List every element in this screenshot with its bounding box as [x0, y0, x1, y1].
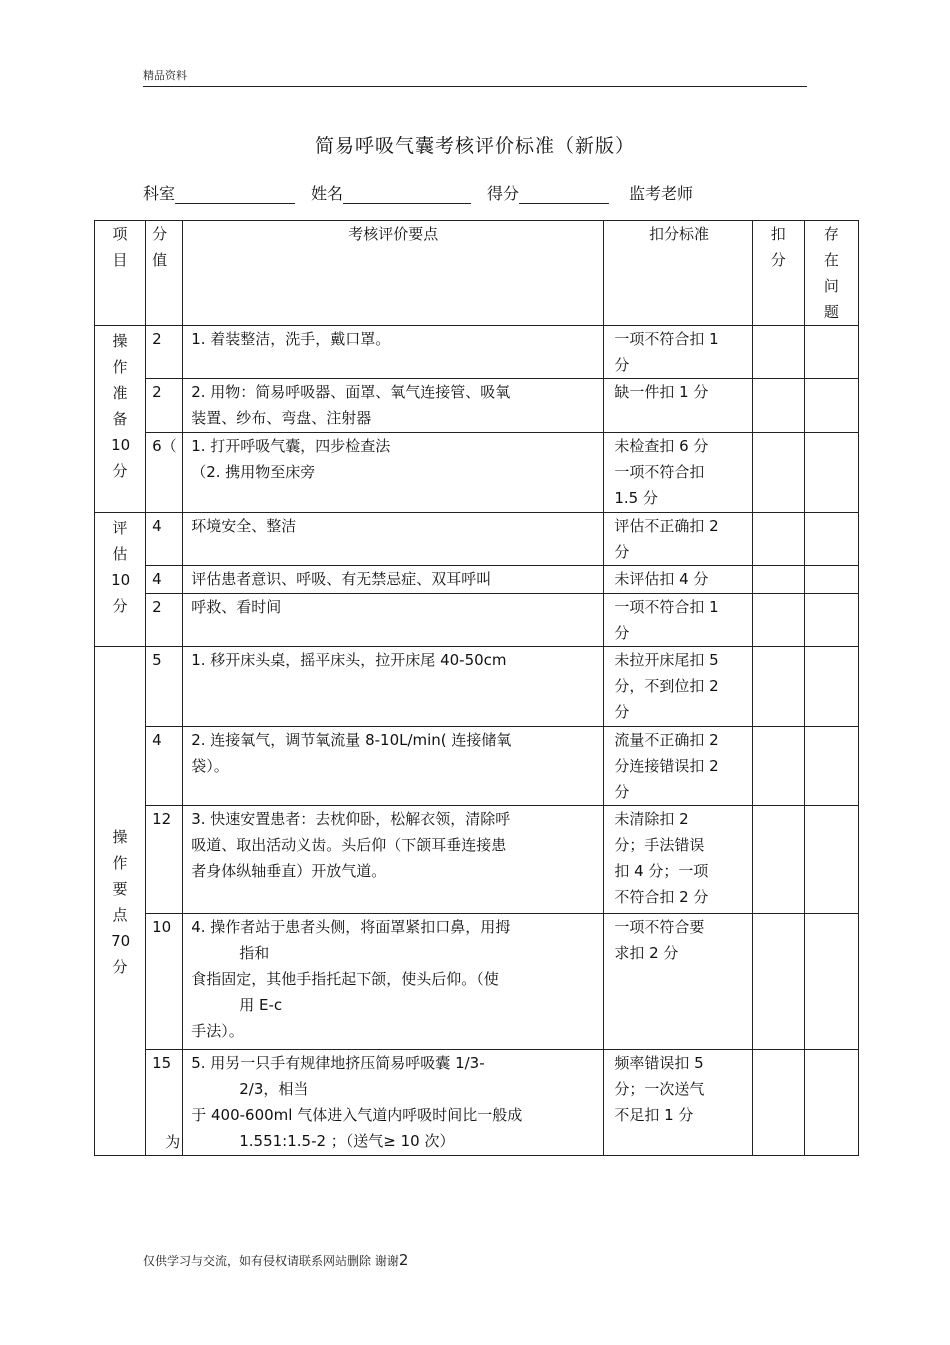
- point-line: 食指固定，其他手指托起下颌，使头后仰。（使: [191, 970, 499, 988]
- score-cell: [146, 566, 183, 594]
- score-value: 10: [152, 918, 172, 936]
- point-text: 评估患者意识、呼吸、有无禁忌症、双耳呼叫: [191, 570, 492, 588]
- point-text: 环境安全、整洁: [191, 517, 297, 535]
- section-label: [95, 513, 146, 647]
- point-line: 指和: [239, 944, 270, 962]
- standard-text: 一项不符合扣 1 分: [614, 598, 719, 642]
- score-value: 2: [152, 330, 162, 348]
- section-name: 操 作 要 点 70 分: [111, 828, 131, 976]
- header-label: 精品资料: [143, 69, 187, 82]
- standard-text: 未检查扣 6 分 一项不符合扣 1.5 分: [614, 437, 709, 507]
- score-cell: [146, 1050, 183, 1156]
- score-cell: [146, 806, 183, 914]
- deduct-cell[interactable]: [752, 379, 804, 433]
- header-standard: [604, 221, 752, 326]
- point-cell: [183, 566, 604, 594]
- score-value: 4: [152, 731, 162, 749]
- point-cell: [183, 806, 604, 914]
- point-text: 1. 移开床头桌，摇平床头，拉开床尾 40-50cm: [191, 651, 507, 669]
- score-cell: [146, 433, 183, 513]
- header-item: [95, 221, 146, 326]
- table-row: [95, 647, 859, 727]
- point-cell: [183, 379, 604, 433]
- deduct-cell[interactable]: [752, 727, 804, 806]
- standard-text: 未拉开床尾扣 5 分，不到位扣 2 分: [614, 651, 719, 721]
- table-header-row: [95, 221, 859, 326]
- issues-cell[interactable]: [804, 806, 858, 914]
- score-cell: [146, 594, 183, 647]
- standard-cell: [604, 594, 752, 647]
- standard-cell: [604, 566, 752, 594]
- point-line: 4. 操作者站于患者头侧，将面罩紧扣口鼻，用拇: [191, 918, 511, 936]
- header-standard-text: 扣分标准: [648, 225, 709, 243]
- deduct-cell[interactable]: [752, 647, 804, 727]
- standard-cell: [604, 433, 752, 513]
- dept-label: 科室: [143, 184, 176, 203]
- point-cell: [183, 647, 604, 727]
- issues-cell[interactable]: [804, 433, 858, 513]
- standard-cell: [604, 379, 752, 433]
- point-cell: [183, 326, 604, 379]
- deduct-cell[interactable]: [752, 433, 804, 513]
- standard-text: 频率错误扣 5 分；一次送气 不足扣 1 分: [614, 1054, 705, 1124]
- standard-cell: [604, 1050, 752, 1156]
- info-line: [143, 181, 693, 204]
- score-cell: [146, 513, 183, 566]
- score-cell: [146, 727, 183, 806]
- standard-cell: [604, 914, 752, 1050]
- dept-blank: [175, 185, 295, 204]
- evaluation-table: [94, 220, 859, 1156]
- standard-cell: [604, 727, 752, 806]
- header-points: [183, 221, 604, 326]
- section-label: [95, 647, 146, 1156]
- standard-text: 缺一件扣 1 分: [614, 383, 709, 401]
- standard-text: 流量不正确扣 2 分连接错误扣 2 分: [614, 731, 719, 801]
- score-value: 4: [152, 570, 162, 588]
- table-row: [95, 594, 859, 647]
- point-text: 呼救、看时间: [191, 598, 282, 616]
- point-line: 手法）。: [191, 1022, 244, 1040]
- score-label: 得分: [487, 184, 520, 203]
- point-line: 1.551:1.5-2 ；（送气≥ 10 次）: [239, 1132, 455, 1150]
- table-row: [95, 513, 859, 566]
- name-blank: [343, 185, 471, 204]
- deduct-cell[interactable]: [752, 326, 804, 379]
- deduct-cell[interactable]: [752, 914, 804, 1050]
- table-row: [95, 433, 859, 513]
- point-text: 1. 着装整洁，洗手，戴口罩。: [191, 330, 391, 348]
- score-cell: [146, 914, 183, 1050]
- table-row: [95, 1050, 859, 1156]
- score-tail: 为: [165, 1133, 181, 1151]
- point-text: 1. 打开呼吸气囊，四步检查法 （2. 携用物至床旁: [191, 437, 391, 481]
- teacher-label: 监考老师: [629, 184, 694, 203]
- point-cell: [183, 513, 604, 566]
- table-row: [95, 914, 859, 1050]
- point-line: 于 400-600ml 气体进入气道内呼吸时间比一般成: [191, 1106, 523, 1124]
- table-row: [95, 806, 859, 914]
- deduct-cell[interactable]: [752, 806, 804, 914]
- score-value: 2: [152, 598, 162, 616]
- issues-cell[interactable]: [804, 513, 858, 566]
- standard-text: 评估不正确扣 2 分: [614, 517, 719, 561]
- score-cell: [146, 379, 183, 433]
- standard-text: 未评估扣 4 分: [614, 570, 709, 588]
- standard-cell: [604, 513, 752, 566]
- deduct-cell[interactable]: [752, 566, 804, 594]
- footer-text: 仅供学习与交流，如有侵权请联系网站删除 谢谢: [143, 1254, 399, 1268]
- section-name: 评 估 10 分: [111, 519, 131, 615]
- point-text: 3. 快速安置患者：去枕仰卧，松解衣领，清除呼 吸道、取出活动义齿。头后仰（下颌耳垂连接患 者身体纵轴垂直）开放气道。: [191, 810, 511, 880]
- issues-cell[interactable]: [804, 379, 858, 433]
- standard-text: 一项不符合扣 1 分: [614, 330, 719, 374]
- issues-cell[interactable]: [804, 914, 858, 1050]
- point-cell: [183, 1050, 604, 1156]
- header-points-text: 考核评价要点: [348, 225, 439, 243]
- issues-cell[interactable]: [804, 1050, 858, 1156]
- standard-text: 一项不符合要 求扣 2 分: [614, 918, 705, 962]
- issues-cell[interactable]: [804, 727, 858, 806]
- issues-cell[interactable]: [804, 594, 858, 647]
- point-text: 2. 连接氧气，调节氧流量 8-10L/min( 连接储氧 袋）。: [191, 731, 512, 775]
- document-title: 简易呼吸气囊考核评价标准（新版）: [314, 135, 635, 157]
- header-divider: [143, 86, 807, 87]
- header-deduct: [752, 221, 804, 326]
- point-text: 2. 用物：简易呼吸器、面罩、氧气连接管、吸氧 装置、纱布、弯盘、注射器: [191, 383, 511, 427]
- header-item-text: 项 目: [112, 225, 128, 269]
- point-cell: [183, 914, 604, 1050]
- score-value: 12: [152, 810, 172, 828]
- header-score-text: 分 值: [152, 225, 168, 269]
- deduct-cell[interactable]: [752, 1050, 804, 1156]
- point-cell: [183, 727, 604, 806]
- score-value: 2: [152, 383, 162, 401]
- score-value: 6（: [152, 437, 177, 455]
- table-row: [95, 326, 859, 379]
- page-number: 2: [398, 1251, 409, 1269]
- point-line: 2/3，相当: [239, 1080, 309, 1098]
- header-issues-text: 存 在 问 题: [823, 225, 839, 321]
- standard-cell: [604, 326, 752, 379]
- header-score: [146, 221, 183, 326]
- table-row: [95, 379, 859, 433]
- issues-cell[interactable]: [804, 647, 858, 727]
- footer: [143, 1251, 408, 1269]
- header-issues: [804, 221, 858, 326]
- standard-cell: [604, 806, 752, 914]
- score-blank: [519, 185, 609, 204]
- section-label: [95, 326, 146, 513]
- score-value: 4: [152, 517, 162, 535]
- score-cell: [146, 326, 183, 379]
- score-cell: [146, 647, 183, 727]
- table-row: [95, 727, 859, 806]
- point-cell: [183, 433, 604, 513]
- name-label: 姓名: [311, 184, 344, 203]
- point-line: 5. 用另一只手有规律地挤压简易呼吸囊 1/3-: [191, 1054, 485, 1072]
- standard-text: 未清除扣 2 分；手法错误 扣 4 分；一项 不符合扣 2 分: [614, 810, 709, 906]
- deduct-cell[interactable]: [752, 513, 804, 566]
- point-line: 用 E-c: [239, 996, 283, 1014]
- header-deduct-text: 扣 分: [770, 225, 786, 269]
- deduct-cell[interactable]: [752, 594, 804, 647]
- section-name: 操 作 准 备 10 分: [111, 332, 131, 480]
- table-row: [95, 566, 859, 594]
- issues-cell[interactable]: [804, 326, 858, 379]
- score-value: 15: [152, 1054, 172, 1072]
- score-value: 5: [152, 651, 162, 669]
- point-cell: [183, 594, 604, 647]
- issues-cell[interactable]: [804, 566, 858, 594]
- standard-cell: [604, 647, 752, 727]
